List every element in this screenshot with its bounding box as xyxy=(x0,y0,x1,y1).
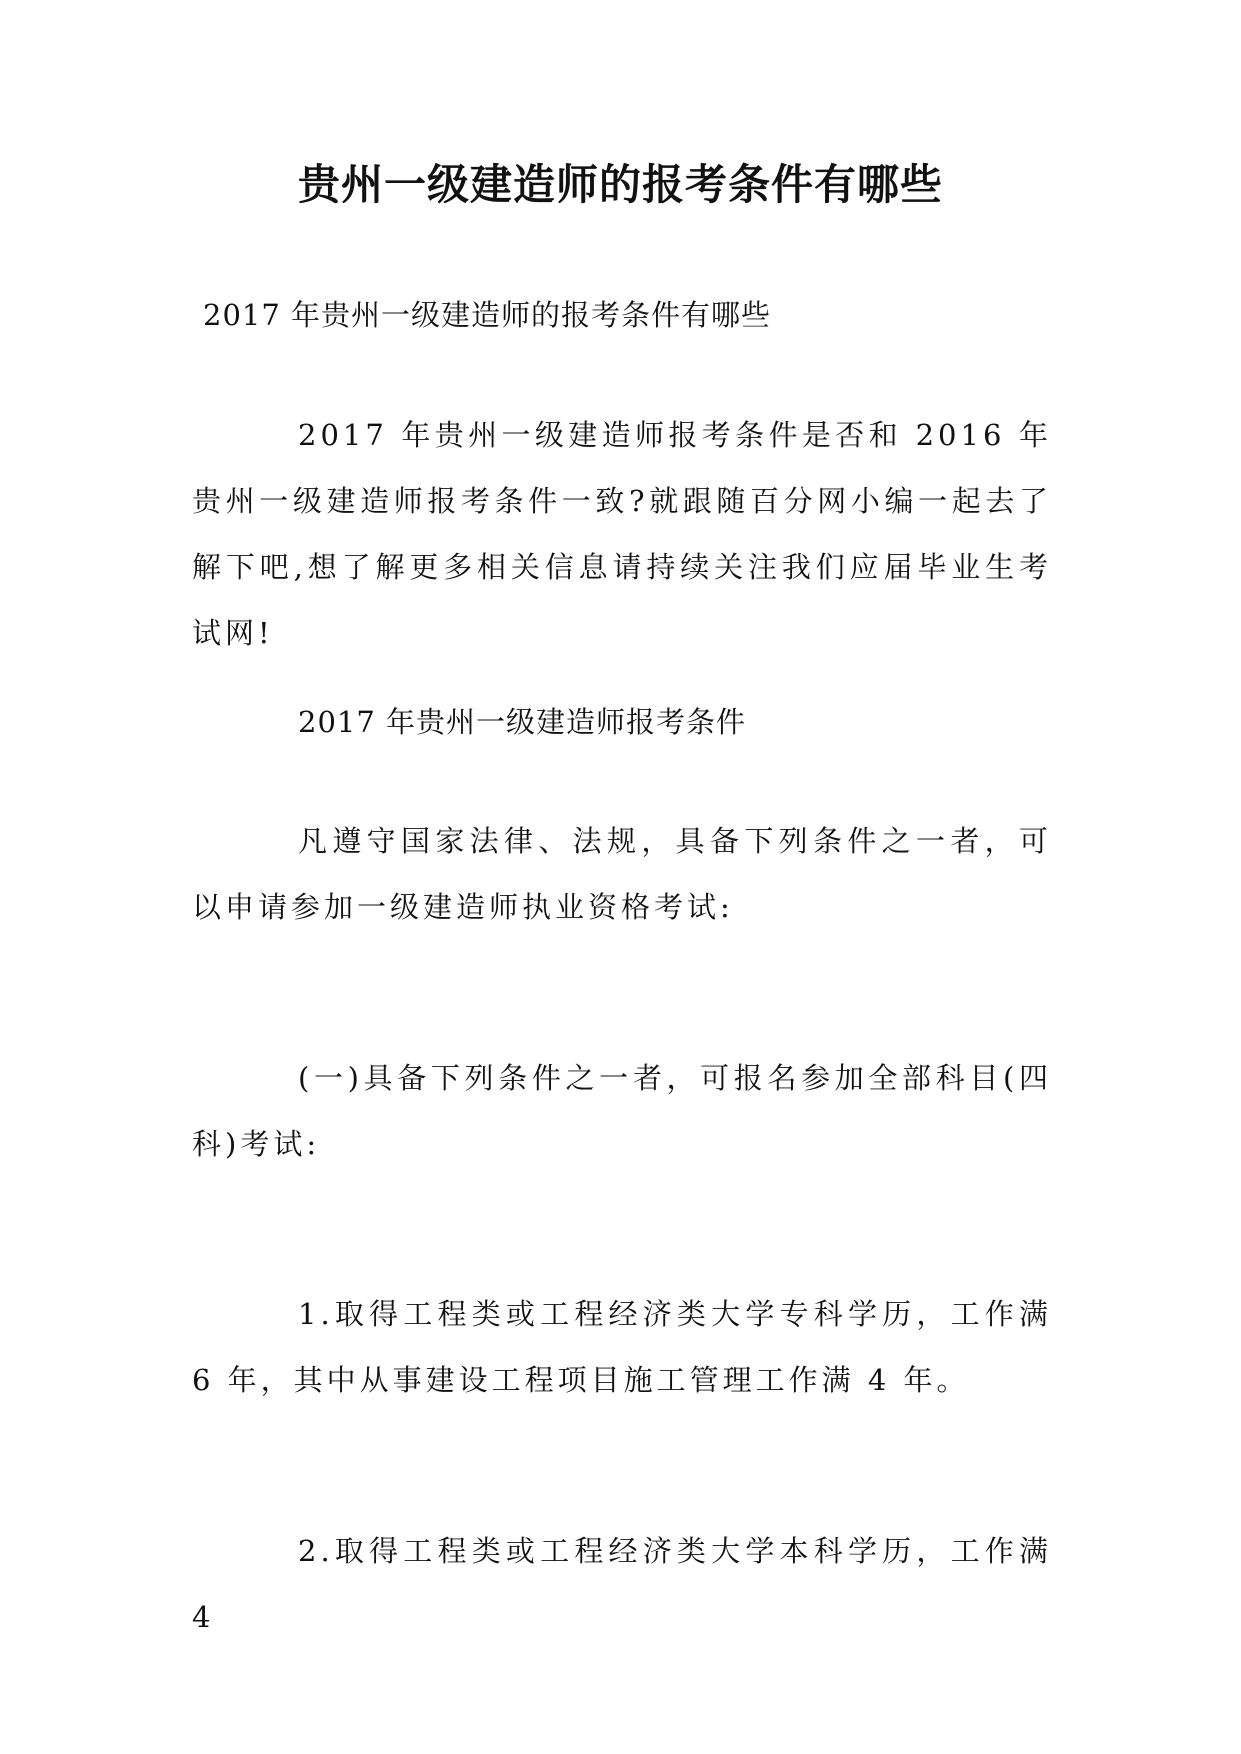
section-heading: 2017 年贵州一级建造师报考条件 xyxy=(298,705,747,739)
general-condition-paragraph: 凡遵守国家法律、法规，具备下列条件之一者，可以申请参加一级建造师执业资格考试: xyxy=(192,824,1052,924)
subtitle: 2017 年贵州一级建造师的报考条件有哪些 xyxy=(203,298,772,332)
page-title: 贵州一级建造师的报考条件有哪些 xyxy=(297,160,943,209)
condition-group-1-paragraph: (一)具备下列条件之一者，可报名参加全部科目(四科)考试: xyxy=(192,1061,1052,1161)
intro-paragraph: 2017 年贵州一级建造师报考条件是否和 2016 年贵州一级建造师报考条件一致?就跟随百分网小编一起去了解下吧,想了解更多相关信息请持续关注我们应届毕业生考试网! xyxy=(192,418,1052,650)
condition-item-2: 2.取得工程类或工程经济类大学本科学历，工作满 4 xyxy=(192,1534,1052,1634)
condition-item-1: 1.取得工程类或工程经济类大学专科学历，工作满 6 年，其中从事建设工程项目施工管理工作满 4 年。 xyxy=(192,1297,1052,1397)
